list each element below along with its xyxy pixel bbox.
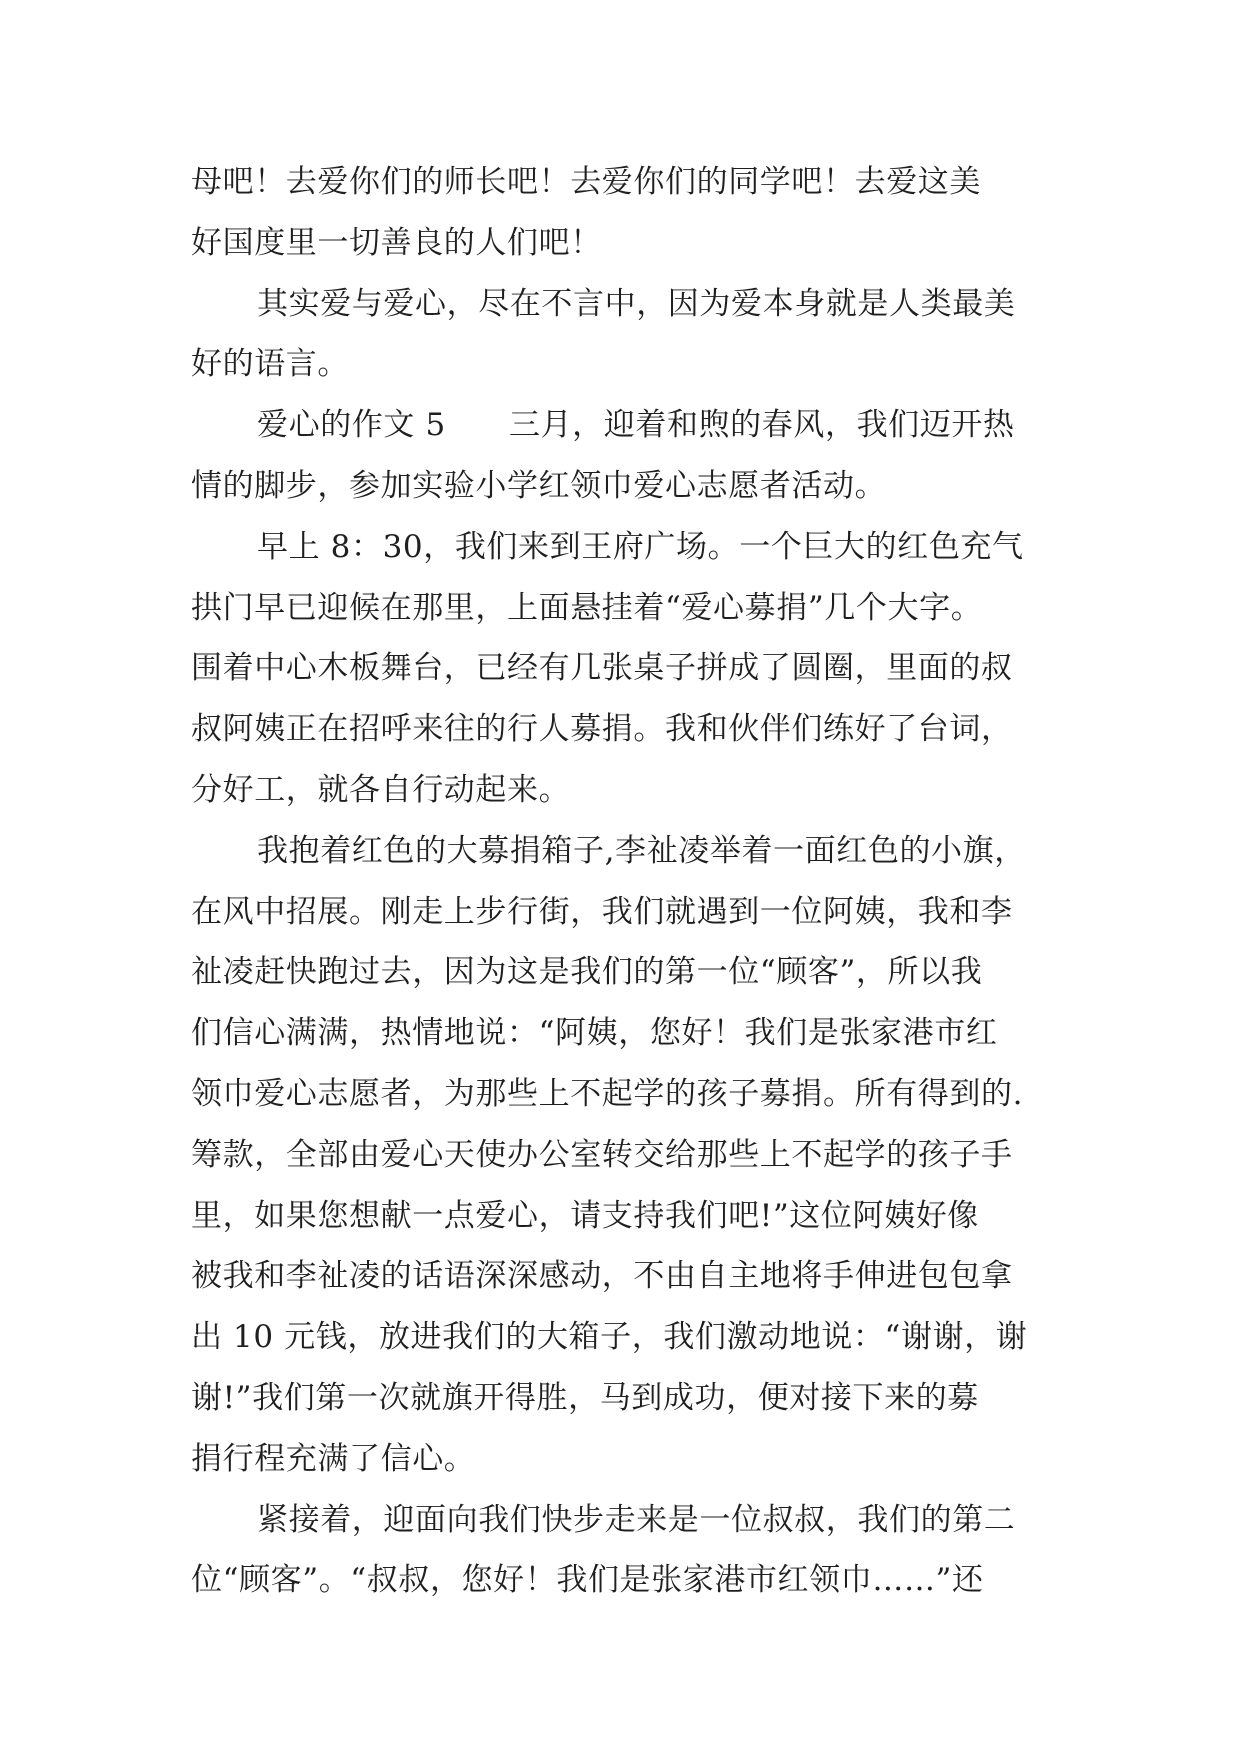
text-line: 拱门早已迎候在那里，上面悬挂着“爱心募捐”几个大字。 (191, 589, 983, 626)
text-line: 好的语言。 (191, 346, 349, 383)
text-line: 爱心的作文 5 三月，迎着和煦的春风，我们迈开热 (257, 407, 1015, 444)
text-line: 里，如果您想献一点爱心，请支持我们吧!”这位阿姨好像 (191, 1197, 979, 1234)
text-line: 们信心满满，热情地说：“阿姨，您好！我们是张家港市红 (191, 1015, 998, 1052)
text-line: 出 10 元钱，放进我们的大箱子，我们激动地说：“谢谢，谢 (191, 1319, 1028, 1356)
text-line: 早上 8：30，我们来到王府广场。一个巨大的红色充气 (257, 528, 1024, 565)
document-body (191, 152, 1051, 1611)
text-line: 紧接着，迎面向我们快步走来是一位叔叔，我们的第二 (257, 1501, 1016, 1538)
text-line: 被我和李祉凌的话语深深感动，不由自主地将手伸进包包拿 (191, 1258, 1013, 1295)
text-line: 领巾爱心志愿者，为那些上不起学的孩子募捐。所有得到的. (191, 1075, 1024, 1112)
text-line: 好国度里一切善良的人们吧！ (191, 224, 602, 261)
text-line: 位“顾客”。“叔叔，您好！我们是张家港市红领巾……”还 (191, 1562, 984, 1599)
text-line: 其实爱与爱心，尽在不言中，因为爱本身就是人类最美 (257, 285, 1016, 322)
text-line: 筹款，全部由爱心天使办公室转交给那些上不起学的孩子手 (191, 1136, 1013, 1173)
text-line: 分好工，就各自行动起来。 (191, 771, 571, 808)
text-line: 在风中招展。刚走上步行街，我们就遇到一位阿姨，我和李 (191, 893, 1013, 930)
text-line: 祉凌赶快跑过去，因为这是我们的第一位“顾客”，所以我 (191, 954, 983, 991)
text-line: 捐行程充满了信心。 (191, 1440, 476, 1477)
text-line: 谢!”我们第一次就旗开得胜，马到成功，便对接下来的募 (191, 1379, 979, 1416)
text-line: 围着中心木板舞台，已经有几张桌子拼成了圆圈，里面的叔 (191, 650, 1013, 687)
text-line: 情的脚步，参加实验小学红领巾爱心志愿者活动。 (191, 467, 887, 504)
text-line: 我抱着红色的大募捐箱子,李祉凌举着一面红色的小旗， (257, 832, 1026, 869)
text-line: 母吧！去爱你们的师长吧！去爱你们的同学吧！去爱这美 (191, 164, 981, 200)
text-line: 叔阿姨正在招呼来往的行人募捐。我和伙伴们练好了台词， (191, 711, 1013, 748)
